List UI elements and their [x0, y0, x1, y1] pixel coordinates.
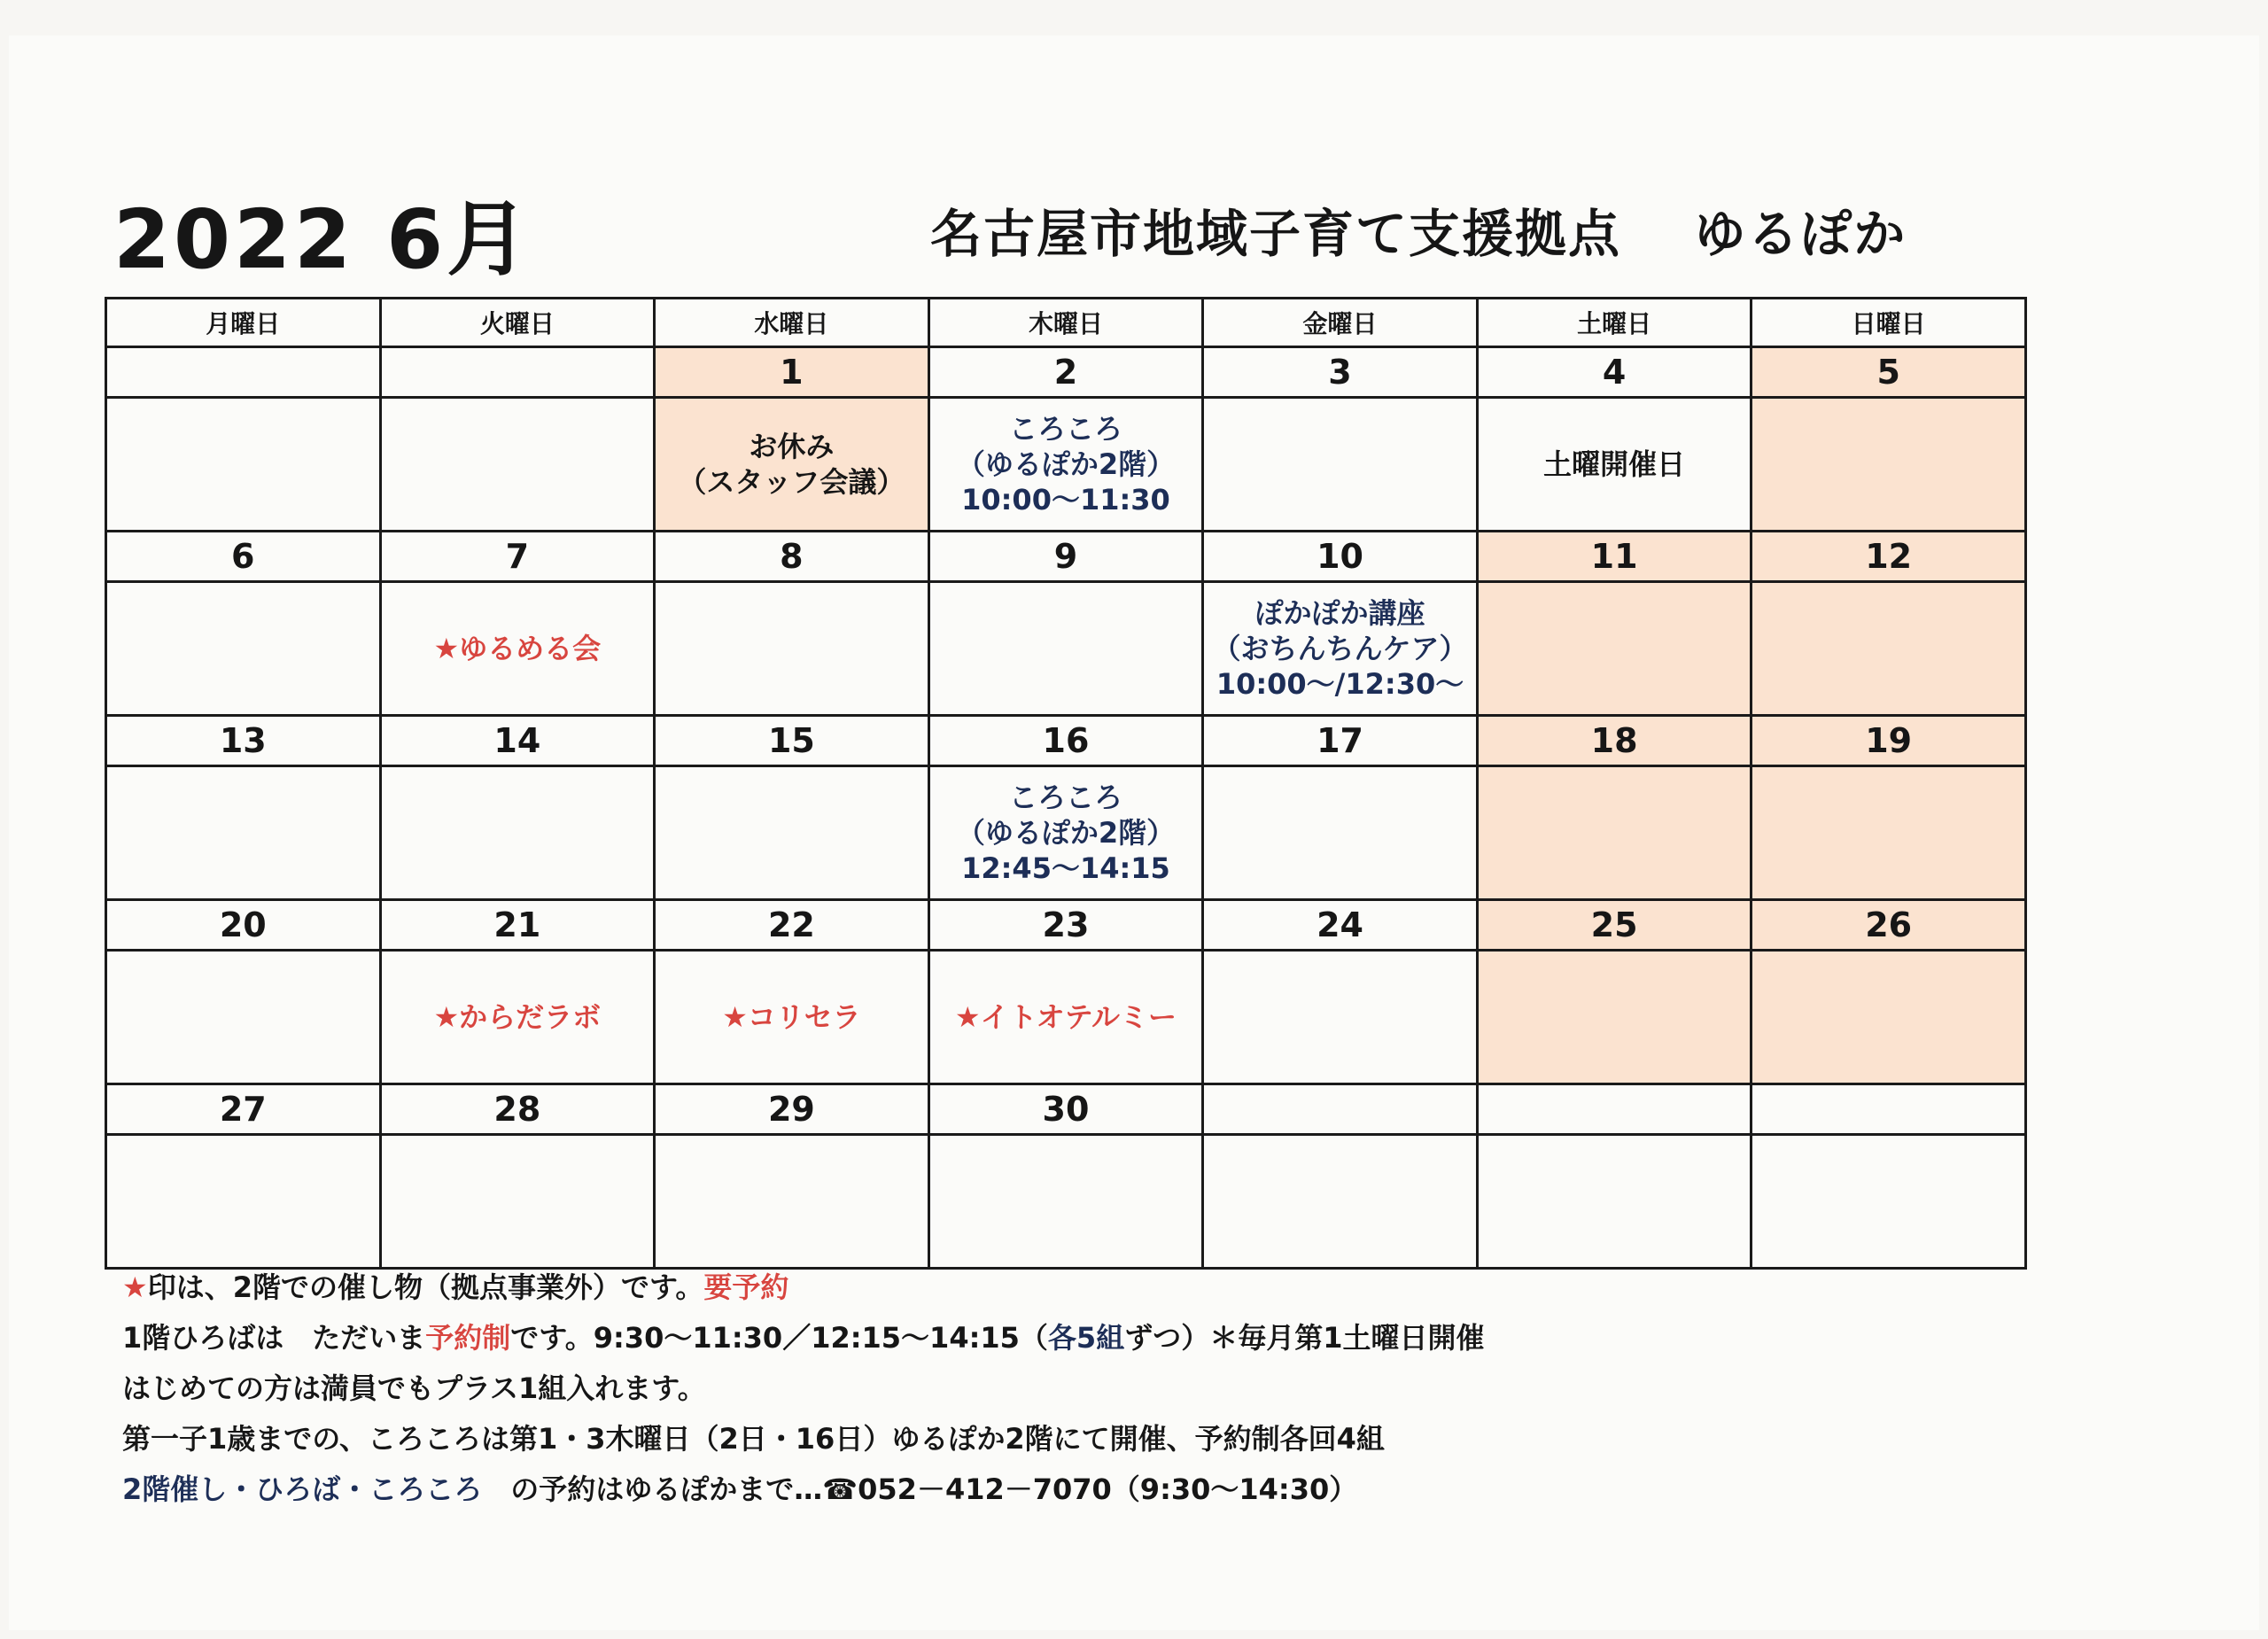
day-number-cell [106, 347, 381, 398]
note-text: ずつ）＊毎月第1土曜日開催 [1124, 1321, 1485, 1355]
event-text: （スタッフ会議） [678, 465, 905, 499]
day-event-cell [106, 766, 381, 900]
note-line [122, 1464, 1484, 1515]
day-event-cell [1477, 766, 1751, 900]
day-event-cell [928, 1135, 1203, 1269]
day-event-cell [1203, 398, 1478, 532]
event-text: （ゆるぽか2階） [956, 447, 1176, 481]
day-event-cell [1751, 398, 2026, 532]
day-event-cell [106, 951, 381, 1084]
weekday-header: 月曜日 [106, 299, 381, 347]
day-event-cell [1203, 582, 1478, 716]
day-event-cell [655, 951, 929, 1084]
day-number-cell: 20 [106, 900, 381, 951]
event-text: ころころ [1008, 781, 1122, 814]
day-number-cell: 9 [928, 532, 1203, 582]
event-row [106, 582, 2026, 716]
day-number-cell: 21 [380, 900, 655, 951]
day-event-cell [1751, 951, 2026, 1084]
day-number-cell: 27 [106, 1084, 381, 1135]
note-line [122, 1313, 1484, 1363]
day-number-cell: 17 [1203, 716, 1478, 766]
note-text: 要予約 [703, 1270, 789, 1304]
note-text: の予約はゆるぽかまで…☎052－412－7070（9:30～14:30） [482, 1472, 1358, 1506]
day-number-cell: 22 [655, 900, 929, 951]
date-row [106, 1084, 2026, 1135]
day-number-cell: 4 [1477, 347, 1751, 398]
day-number-cell: 1 [655, 347, 929, 398]
day-event-cell [106, 1135, 381, 1269]
day-number-cell: 25 [1477, 900, 1751, 951]
day-event-cell [380, 582, 655, 716]
event-row [106, 766, 2026, 900]
day-event-cell [380, 398, 655, 532]
day-number-cell: 15 [655, 716, 929, 766]
weekday-header: 木曜日 [928, 299, 1203, 347]
event-text: 10:00～11:30 [961, 483, 1170, 517]
day-event-cell [928, 398, 1203, 532]
day-event-cell [106, 398, 381, 532]
day-event-cell [380, 951, 655, 1084]
day-event-cell [928, 582, 1203, 716]
day-event-cell [655, 1135, 929, 1269]
day-number-cell: 10 [1203, 532, 1478, 582]
day-number-cell: 5 [1751, 347, 2026, 398]
notes-section [122, 1262, 1484, 1515]
note-text: はじめての方は満員でもプラス1組入れます。 [122, 1371, 706, 1405]
weekday-header: 火曜日 [380, 299, 655, 347]
day-event-cell [380, 1135, 655, 1269]
day-event-cell [1203, 1135, 1478, 1269]
day-number-cell: 2 [928, 347, 1203, 398]
day-event-cell [1477, 951, 1751, 1084]
event-text: （ゆるぽか2階） [956, 816, 1176, 850]
note-text: 1階ひろばは ただいま [122, 1321, 426, 1355]
day-number-cell: 12 [1751, 532, 2026, 582]
weekday-header: 日曜日 [1751, 299, 2026, 347]
event-row [106, 951, 2026, 1084]
day-number-cell: 30 [928, 1084, 1203, 1135]
day-event-cell [380, 766, 655, 900]
day-number-cell [1203, 1084, 1478, 1135]
day-event-cell [655, 398, 929, 532]
calendar-table [105, 297, 2027, 1270]
day-number-cell: 7 [380, 532, 655, 582]
day-number-cell [1751, 1084, 2026, 1135]
note-text: 印は、2階での催し物（拠点事業外）です。 [147, 1270, 704, 1304]
day-number-cell: 26 [1751, 900, 2026, 951]
event-text: お休み [749, 430, 835, 463]
day-event-cell [1477, 582, 1751, 716]
note-text: 予約制 [425, 1321, 511, 1355]
day-number-cell: 18 [1477, 716, 1751, 766]
day-event-cell [1477, 398, 1751, 532]
day-event-cell [106, 582, 381, 716]
note-line [122, 1363, 1484, 1414]
event-text: ★コリセラ [722, 1000, 861, 1034]
day-event-cell [928, 951, 1203, 1084]
day-event-cell [1751, 582, 2026, 716]
day-number-cell [1477, 1084, 1751, 1135]
day-event-cell [655, 582, 929, 716]
weekday-header: 土曜日 [1477, 299, 1751, 347]
note-text: 各5組 [1047, 1321, 1125, 1355]
day-event-cell [1203, 951, 1478, 1084]
day-number-cell: 8 [655, 532, 929, 582]
date-row [106, 716, 2026, 766]
organization-name: 名古屋市地域子育て支援拠点 ゆるぽか [930, 204, 1907, 264]
day-number-cell: 11 [1477, 532, 1751, 582]
event-text: 土曜開催日 [1543, 447, 1686, 481]
event-text: 12:45～14:15 [961, 851, 1170, 885]
event-text: （おちんちんケア） [1212, 632, 1468, 665]
day-number-cell: 24 [1203, 900, 1478, 951]
day-event-cell [928, 766, 1203, 900]
date-row [106, 900, 2026, 951]
day-event-cell [1203, 766, 1478, 900]
event-text: 10:00～/12:30～ [1216, 667, 1464, 701]
note-line [122, 1414, 1484, 1464]
event-text: ★イトオテルミー [954, 1000, 1177, 1034]
day-event-cell [655, 766, 929, 900]
weekday-header: 金曜日 [1203, 299, 1478, 347]
day-event-cell [1477, 1135, 1751, 1269]
event-row [106, 398, 2026, 532]
day-number-cell: 16 [928, 716, 1203, 766]
note-text: 第一子1歳までの、ころころは第1・3木曜日（2日・16日）ゆるぽか2階にて開催、予約制各回4組 [122, 1422, 1385, 1456]
note-line [122, 1262, 1484, 1313]
note-text: ★ [122, 1270, 148, 1304]
date-row [106, 532, 2026, 582]
weekday-header-row [106, 299, 2026, 347]
event-text: ★ゆるめる会 [433, 632, 602, 665]
day-number-cell: 6 [106, 532, 381, 582]
event-text: ★からだラボ [433, 1000, 602, 1034]
day-number-cell: 19 [1751, 716, 2026, 766]
day-event-cell [1751, 766, 2026, 900]
day-event-cell [1751, 1135, 2026, 1269]
calendar-title-year-month: 2022 6月 [113, 192, 532, 287]
weekday-header: 水曜日 [655, 299, 929, 347]
day-number-cell: 29 [655, 1084, 929, 1135]
event-text: ころころ [1008, 412, 1122, 446]
note-text: 2階催し・ひろば・ころころ [122, 1472, 483, 1506]
event-text: ぽかぽか講座 [1254, 596, 1425, 630]
day-number-cell: 3 [1203, 347, 1478, 398]
event-row [106, 1135, 2026, 1269]
day-number-cell: 23 [928, 900, 1203, 951]
date-row [106, 347, 2026, 398]
calendar-sheet [9, 35, 2259, 1630]
note-text: です。9:30～11:30／12:15～14:15（ [510, 1321, 1048, 1355]
day-number-cell: 14 [380, 716, 655, 766]
day-number-cell: 13 [106, 716, 381, 766]
day-number-cell [380, 347, 655, 398]
day-number-cell: 28 [380, 1084, 655, 1135]
